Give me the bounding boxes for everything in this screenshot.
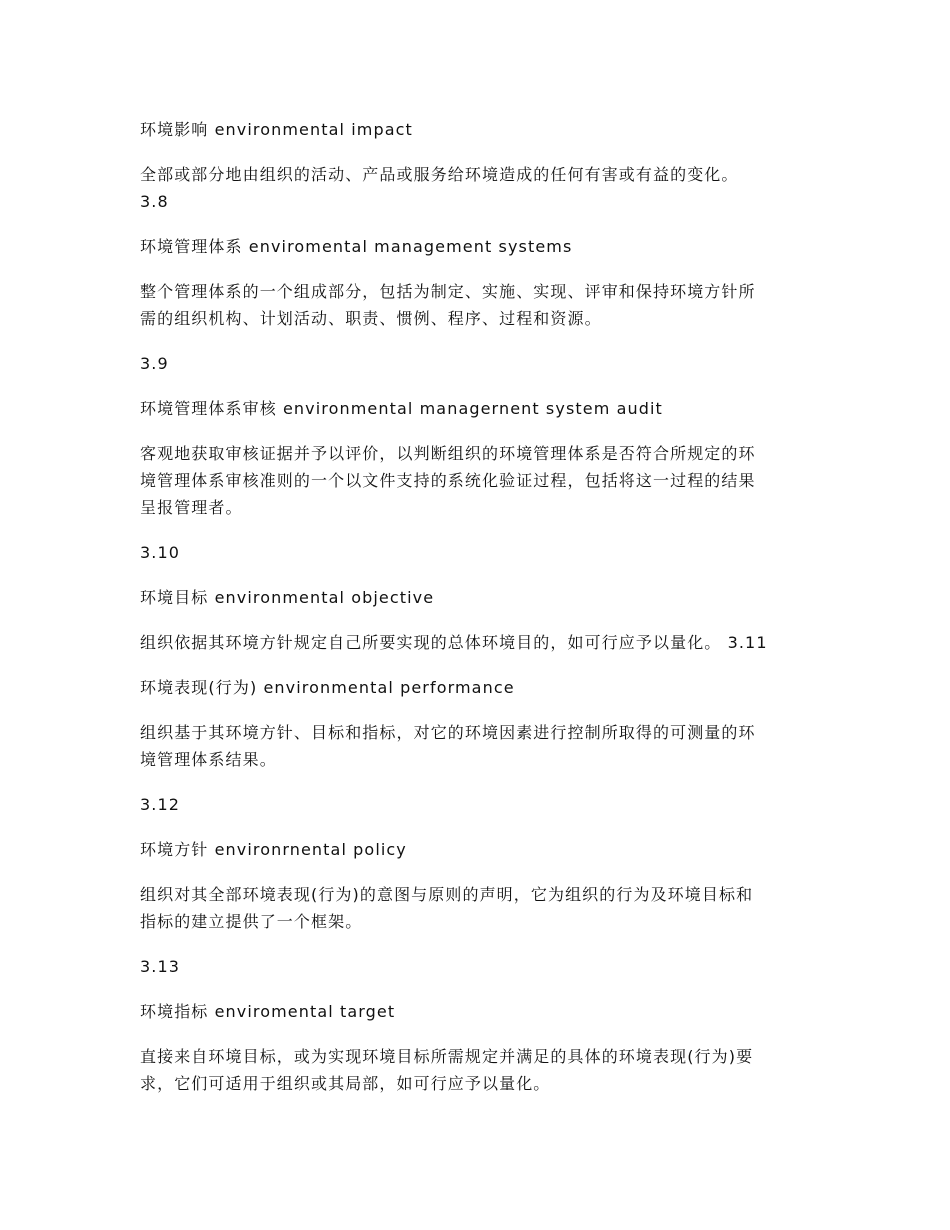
definition-text: 境管理体系审核准则的一个以文件支持的系统化验证过程，包括将这一过程的结果 [140, 471, 756, 490]
definition-text: 组织基于其环境方针、目标和指标，对它的环境因素进行控制所取得的可测量的环 [140, 723, 756, 742]
term-heading-environmental-impact: 环境影响 environmental impact [140, 120, 413, 139]
definition-text: 需的组织机构、计划活动、职责、惯例、程序、过程和资源。 [140, 309, 602, 328]
definition-text: 全部或部分地由组织的活动、产品或服务给环境造成的任何有害或有益的变化。 [140, 165, 739, 184]
definition-text: 求，它们可适用于组织或其局部，如可行应予以量化。 [140, 1074, 551, 1093]
term-heading-environmental-performance: 环境表现(行为) environmental performance [140, 678, 515, 697]
definition-text: 整个管理体系的一个组成部分，包括为制定、实施、实现、评审和保持环境方针所 [140, 282, 756, 301]
term-heading-environmental-policy: 环境方针 environrnental policy [140, 840, 407, 859]
section-number: 3.12 [140, 795, 181, 814]
term-heading-environmental-management-system-audit: 环境管理体系审核 environmental managernent system audit [140, 399, 663, 418]
definition-text: 指标的建立提供了一个框架。 [140, 912, 363, 931]
term-heading-environmental-target: 环境指标 enviromental target [140, 1002, 396, 1021]
term-heading-environmental-objective: 环境目标 environmental objective [140, 588, 435, 607]
section-number: 3.13 [140, 957, 181, 976]
document-body [140, 116, 820, 1097]
definition-text: 组织对其全部环境表现(行为)的意图与原则的声明，它为组织的行为及环境目标和 [140, 885, 754, 904]
section-number: 3.8 [140, 192, 169, 211]
definition-text: 客观地获取审核证据并予以评价，以判断组织的环境管理体系是否符合所规定的环 [140, 444, 756, 463]
definition-text: 组织依据其环境方针规定自己所要实现的总体环境目的，如可行应予以量化。 3.11 [140, 633, 768, 652]
definition-text: 直接来自环境目标，或为实现环境目标所需规定并满足的具体的环境表现(行为)要 [140, 1047, 754, 1066]
section-number: 3.9 [140, 354, 169, 373]
definition-text: 呈报管理者。 [140, 498, 243, 517]
definition-text: 境管理体系结果。 [140, 750, 277, 769]
term-heading-environmental-management-systems: 环境管理体系 enviromental management systems [140, 237, 573, 256]
section-number: 3.10 [140, 543, 181, 562]
